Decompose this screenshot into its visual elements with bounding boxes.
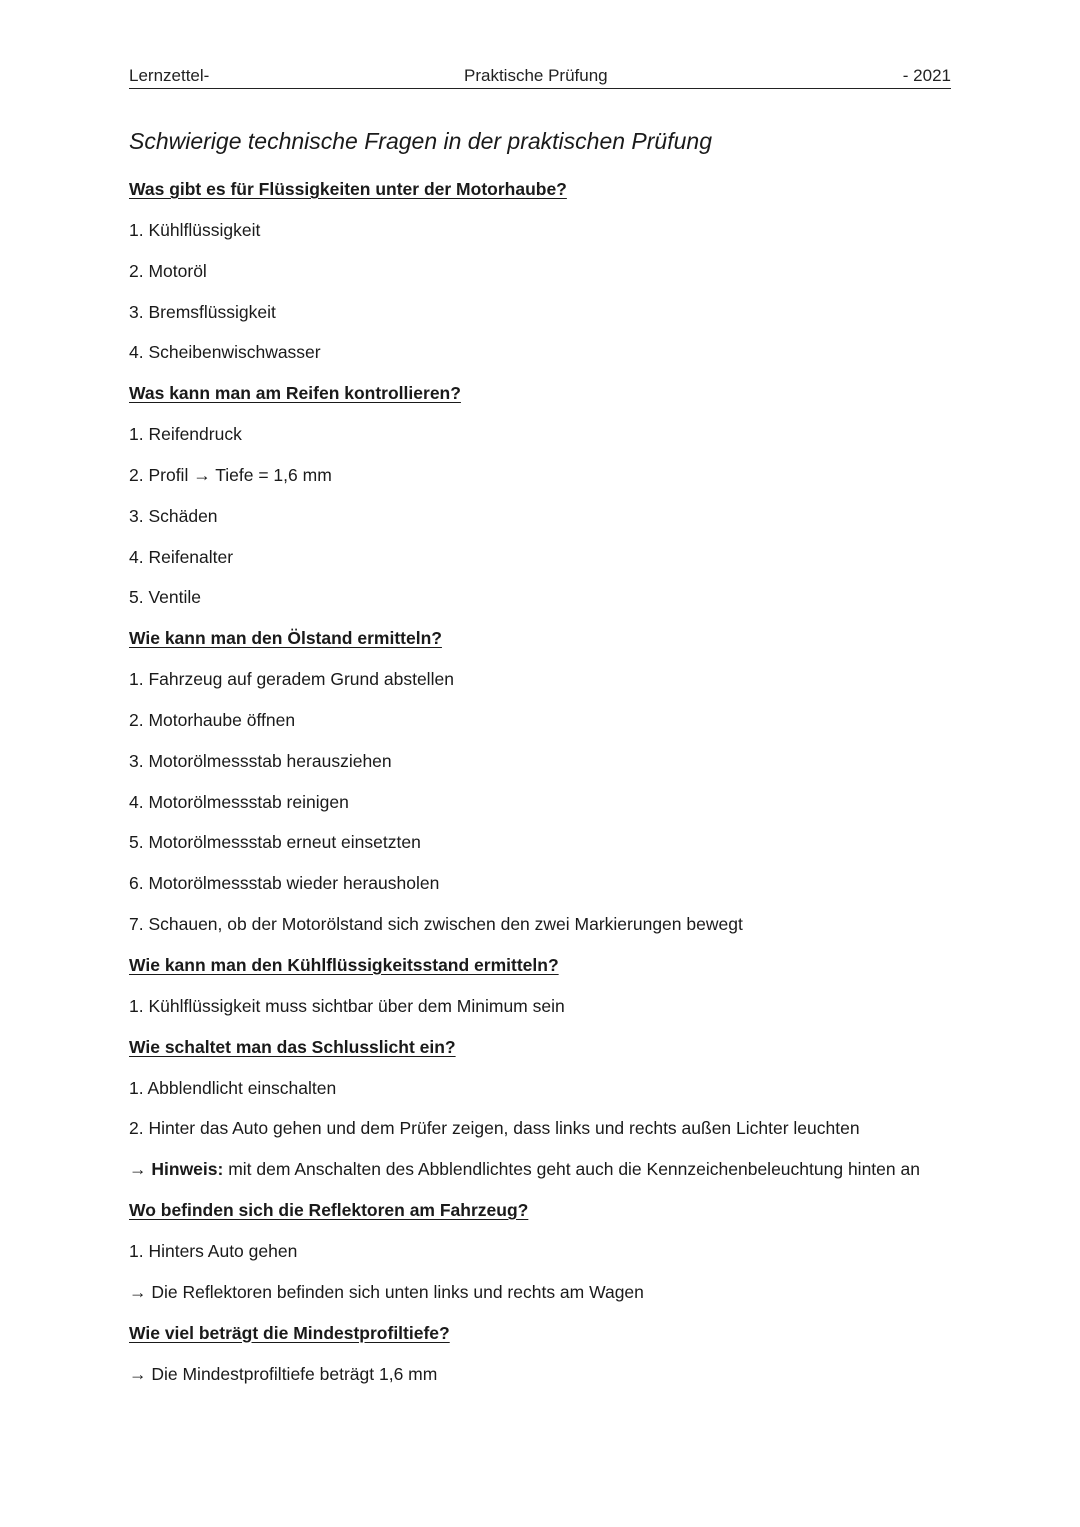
answer-item: 6. Motorölmessstab wieder herausholen <box>129 873 440 894</box>
answer-item: 1. Fahrzeug auf geradem Grund abstellen <box>129 669 454 690</box>
answer-item: 1. Kühlflüssigkeit muss sichtbar über dem Minimum sein <box>129 995 565 1016</box>
answer-item: 1. Kühlflüssigkeit <box>129 220 261 240</box>
qa-section <box>129 380 951 610</box>
document-content <box>129 176 951 1401</box>
section-question: Wie kann man den Kühlflüssigkeitsstand ermitteln? <box>129 954 559 975</box>
answer-item: 3. Schäden <box>129 505 218 526</box>
qa-section <box>129 1197 951 1305</box>
document-page <box>129 0 951 1527</box>
hint-text: mit dem Anschalten des Abblendlichtes geht auch die Kennzeichenbeleuchtung hinten an <box>223 1159 920 1180</box>
qa-section <box>129 625 951 937</box>
answer-item: 5. Ventile <box>129 587 201 608</box>
qa-section <box>129 1034 951 1183</box>
hint-note <box>129 1156 939 1182</box>
qa-section <box>129 952 951 1019</box>
section-question: Was gibt es für Flüssigkeiten unter der Motorhaube? <box>129 179 567 199</box>
section-question: Wie schaltet man das Schlusslicht ein? <box>129 1036 456 1057</box>
section-question: Wie kann man den Ölstand ermitteln? <box>129 628 442 649</box>
arrow-icon: → <box>129 1159 152 1180</box>
answer-item: 1. Reifendruck <box>129 424 242 445</box>
answer-item: → Die Mindestprofiltiefe beträgt 1,6 mm <box>129 1363 438 1384</box>
answer-item: 1. Abblendlicht einschalten <box>129 1077 337 1098</box>
answer-item: → Die Reflektoren befinden sich unten links und rechts am Wagen <box>129 1281 644 1302</box>
answer-item: 1. Hinters Auto gehen <box>129 1240 298 1261</box>
qa-section <box>129 1320 951 1387</box>
header-right: - 2021 <box>902 66 951 85</box>
section-question: Wie viel beträgt die Mindestprofiltiefe? <box>129 1322 450 1343</box>
header-left: Lernzettel- <box>129 66 210 85</box>
answer-item: 2. Hinter das Auto gehen und dem Prüfer zeigen, dass links und rechts außen Lichter leuchten <box>129 1118 860 1139</box>
answer-item: 2. Profil → Tiefe = 1,6 mm <box>129 464 332 485</box>
answer-item: 4. Motorölmessstab reinigen <box>129 791 349 812</box>
answer-item: 4. Reifenalter <box>129 546 234 567</box>
header-center: Praktische Prüfung <box>464 66 608 85</box>
answer-item: 7. Schauen, ob der Motorölstand sich zwischen den zwei Markierungen bewegt <box>129 913 743 934</box>
answer-item: 2. Motorhaube öffnen <box>129 709 296 730</box>
answer-item: 2. Motoröl <box>129 260 207 281</box>
hint-label: Hinweis: <box>151 1159 224 1180</box>
answer-item: 4. Scheibenwischwasser <box>129 342 321 363</box>
qa-section <box>129 176 951 365</box>
answer-item: 5. Motorölmessstab erneut einsetzten <box>129 832 421 853</box>
answer-item: 3. Motorölmessstab herausziehen <box>129 750 392 771</box>
document-title: Schwierige technische Fragen in der praktischen Prüfung <box>129 128 712 154</box>
section-question: Wo befinden sich die Reflektoren am Fahrzeug? <box>129 1199 529 1220</box>
answer-item: 3. Bremsflüssigkeit <box>129 301 276 322</box>
page-header <box>129 64 951 89</box>
section-question: Was kann man am Reifen kontrollieren? <box>129 383 461 404</box>
